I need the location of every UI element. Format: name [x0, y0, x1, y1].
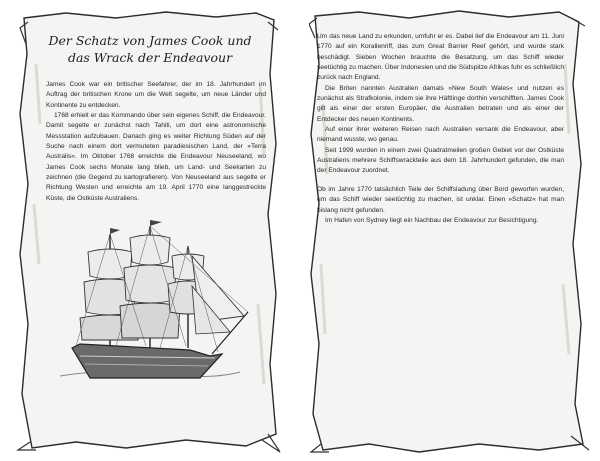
left-body-text	[46, 80, 266, 204]
sailing-ship-illustration	[50, 216, 250, 406]
title-line-2: das Wrack der Endeavour	[67, 50, 233, 65]
left-page	[6, 4, 290, 456]
right-body-text	[317, 32, 564, 226]
article-title	[28, 32, 272, 66]
paragraph: Im Hafen von Sydney liegt ein Nachbau der Endeavour zur Besichtigung.	[325, 216, 539, 224]
paragraph: Seit 1999 wurden in einem zwei Quadratmeilen großen Gebiet vor der Ostküste Australiens mehrere Schiffswrackteile aus dem 18. Jahrhundert gefunden, die man der Endeavour zuordnet.	[317, 146, 564, 175]
paragraph: Um das neue Land zu erkunden, umfuhr er es. Dabei lief die Endeavour am 11. Juni 1770 auf ein Korallenriff, das zum Great Barrier Reef gehört, und wurde stark beschädigt. Sieben Wochen brauchte die Besatzung, um das Schiff wieder seetüchtig zu machen. Über Indonesien und die Südspitze Afrikas fuhr es schließlich zurück nach England.	[317, 33, 564, 82]
paragraph: Die Briten nannten Australien damals »New South Wales« und nutzen es zunächst als Strafkolonie, indem sie ihre Häftlinge dorthin verschifften. James Cook gilt als einer der ersten Europäer, die Australien betraten und als einer der Entdecker des neuen Kontinents.	[317, 84, 564, 123]
paragraph: James Cook war ein britischer Seefahrer, der im 18. Jahrhundert im Auftrag der britischen Krone um die Welt segelte, um neue Länder und Kontinente zu entdecken.	[46, 81, 266, 109]
paragraph: Ob im Jahre 1770 tatsächlich Teile der Schiffsladung über Bord geworfen wurden, um das Schiff wieder seetüchtig zu machen, ist unklar. Einen »Schatz« hat man bislang nicht gefunden.	[317, 185, 564, 214]
paragraph: Auf einer ihrer weiteren Reisen nach Australien versank die Endeavour, aber niemand wusste, wo genau.	[317, 126, 564, 144]
right-page	[309, 4, 593, 456]
title-line-1: Der Schatz von James Cook und	[48, 33, 252, 48]
paragraph: 1768 erhielt er das Kommando über sein eigenes Schiff, die Endeavour. Damit segelte er zunächst nach Tahiti, um dort eine astronomische Messstation aufzubauen. Danach ging es weiter Richtung Süden auf der Suche nach einem dort vermuteten paradiesischen Land, der »Terra Australis«. Im Oktober 1768 erreichte die Endeavour Neuseeland, wo James Cook sechs Monate lang blieb, um Land- und Seekarten zu zeichnen (die Gegend zu kartografieren). Von Neuseeland aus segelte er Richtung Westen und erreichte am 19. April 1770 eine langgestreckte Küste, die Ostküste Australiens.	[46, 112, 266, 202]
